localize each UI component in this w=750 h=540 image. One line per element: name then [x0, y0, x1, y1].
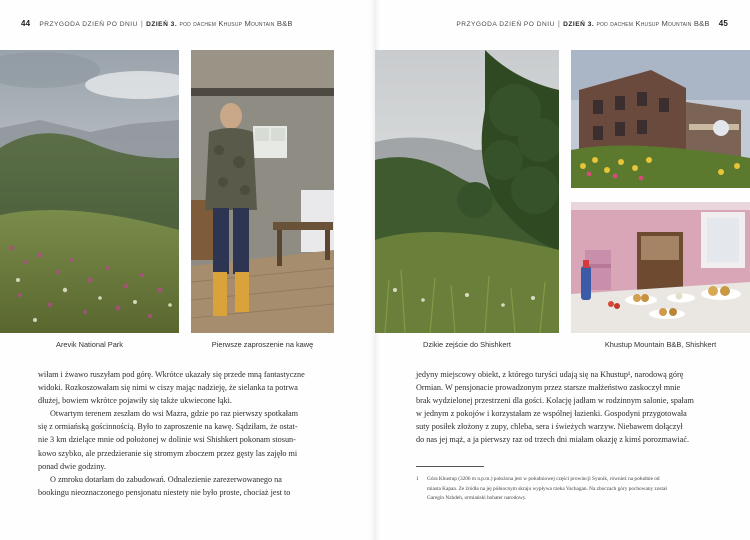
footnote-number: 1 — [416, 476, 419, 482]
paragraph — [416, 368, 714, 447]
running-head-separator: | — [140, 19, 144, 28]
text-line: Ormian. W pensjonacie prowadzonym przez starsze małżeństwo zaskoczył mnie — [416, 383, 681, 393]
body-text-left — [38, 368, 334, 499]
paragraph — [38, 368, 334, 407]
photo-arevik-national-park — [0, 50, 179, 333]
photo-khustup-house — [571, 50, 750, 188]
chapter-title: pod dachem Khusup Mountain B&B — [179, 19, 293, 28]
photo-caption: Arevik National Park — [56, 340, 123, 349]
book-title: PRZYGODA DZIEŃ PO DNIU — [39, 21, 138, 28]
paragraph — [38, 407, 334, 472]
text-line: się z ormiańską gościnnością. Było to zaproszenie na kawę. Sądziłam, że ostat- — [38, 422, 298, 432]
text-line: kowo szybko, ale przedzieranie się stromym zboczem przez gęsty las zajęło mi — [38, 448, 298, 458]
chapter-title: pod dachem Khusup Mountain B&B — [596, 19, 710, 28]
page-number: 44 — [21, 19, 31, 28]
running-head-right — [456, 19, 728, 28]
text-line: dłużej, bowiem wkrótce pojawiły się także ukwiecone łąki. — [38, 396, 232, 406]
text-line: w jednym z pokojów i korzystałam ze wspólnej łazienki. Gospodyni przygotowała — [416, 409, 687, 419]
photo-caption: Khustup Mountain B&B, Shishkert — [604, 340, 717, 349]
running-head-left — [21, 19, 293, 28]
text-line: brak wydzielonej przestrzeni dla gości. Kolację jadłam w rodzinnym salonie, spałam — [416, 396, 694, 406]
day-label: DZIEŃ 3. — [146, 21, 178, 28]
paragraph — [38, 473, 334, 499]
text-line: jedyny miejscowy obiekt, z którego turyści udają się na Khustup¹, narodową górę — [416, 370, 684, 379]
text-line: ponad dwie godziny. — [38, 461, 106, 471]
photo-caption: Dzikie zejście do Shishkert — [423, 340, 511, 349]
page-number: 45 — [718, 19, 728, 28]
text-line: do nas jej mąż, a ja pierwszy raz od trzech dni miałam okazję z kimś porozmawiać. — [416, 435, 690, 445]
footnote-line: miasta Kapan. Ze źródła na jej północnym skraju wypływa rzeka Vachagan. Na zboczach góry pochowany został — [427, 485, 667, 492]
body-text-right — [416, 368, 714, 447]
photo-khustup-dining-room — [571, 202, 750, 333]
footnote-line: Garegin Nzhdeh, ormiański bohater narodowy. — [427, 495, 527, 502]
text-line: bookingu nieoznaczonego pensjonatu niestety nie było proste, chociaż jest to — [38, 487, 291, 497]
running-head-separator: | — [557, 19, 561, 28]
photo-caption: Pierwsze zaproszenie na kawę — [211, 340, 314, 349]
text-line: nie 3 km dzielące mnie od położonej w dolinie wsi Shishkert pokonam stosun- — [38, 435, 296, 445]
photo-dzikie-zejscie — [375, 50, 559, 333]
footnote-rule — [416, 466, 484, 467]
footnote-line: Góra Khustup (3206 m n.p.m.) położona jest w południowej części prowincji Syunik, również na południe od — [427, 476, 660, 482]
text-line: suty posiłek złożony z zupy, chleba, sera i świeżych warzyw. Niebawem dołączył — [416, 422, 683, 432]
text-line: O zmroku dotarłam do zabudowań. Odnalezienie zarezerwowanego na — [50, 474, 282, 484]
photo-pierwsze-zaproszenie — [191, 50, 334, 333]
day-label: DZIEŃ 3. — [563, 21, 595, 28]
text-line: wiłam i żwawo ruszyłam pod górę. Wkrótce ukazały się przede mną fantastyczne — [38, 370, 305, 379]
text-line: Otwartym terenem zeszłam do wsi Mazra, gdzie po raz pierwszy spotkałam — [50, 409, 299, 419]
book-title: PRZYGODA DZIEŃ PO DNIU — [456, 21, 555, 28]
text-line: widoki. Rozkoszowałam się nimi w ciszy mając nadzieję, że sielanka ta potrwa — [38, 383, 298, 393]
footnote — [416, 475, 726, 504]
